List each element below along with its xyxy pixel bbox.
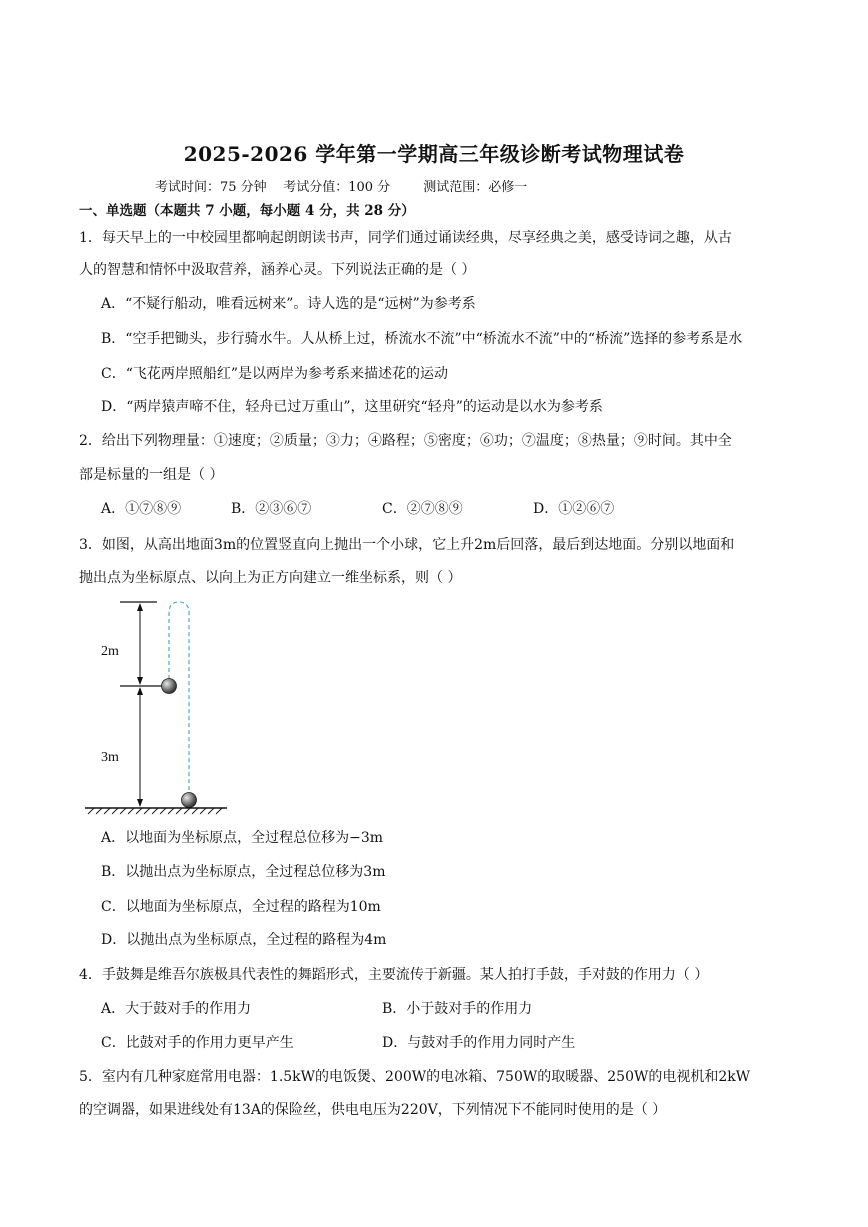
q3-stem-line2: 抛出点为坐标原点、以向上为正方向建立一维坐标系，则（ ） [79, 570, 462, 586]
ball-trajectory [169, 602, 189, 793]
section-heading: 一、单选题（本题共 7 小题，每小题 4 分，共 28 分） [79, 203, 415, 219]
exam-info: 考试时间：75 分钟 考试分值：100 分 测试范围：必修一 [155, 180, 528, 195]
q1-stem-line2: 人的智慧和情怀中汲取营养，涵养心灵。下列说法正确的是（ ） [79, 262, 476, 278]
q4-option-a: A．大于鼓对手的作用力 [101, 1001, 252, 1017]
q2-option-d: D．①②⑥⑦ [533, 501, 615, 517]
q3-figure [80, 595, 240, 815]
q3-option-c: C．以地面为坐标原点，全过程的路程为10m [101, 899, 381, 915]
arrow-head-up-icon [137, 603, 143, 611]
q2-option-c: C．②⑦⑧⑨ [382, 501, 463, 517]
q4-option-d: D．与鼓对手的作用力同时产生 [382, 1035, 576, 1051]
arrow-head-down-icon [137, 799, 143, 807]
ball-ground [182, 793, 197, 808]
arrow-head-up-icon [137, 687, 143, 695]
q4-option-b: B．小于鼓对手的作用力 [382, 1001, 533, 1017]
q4-stem-line1: 4．手鼓舞是维吾尔族极具代表性的舞蹈形式，主要流传于新疆。某人拍打手鼓，手对鼓的作用力（ ） [79, 967, 709, 983]
label-2m: 2m [101, 644, 119, 659]
label-3m: 3m [101, 750, 119, 765]
arrow-head-down-icon [137, 677, 143, 685]
q3-option-a: A．以地面为坐标原点，全过程总位移为−3m [101, 830, 384, 846]
q1-option-d: D．“两岸猿声啼不住，轻舟已过万重山”，这里研究“轻舟”的运动是以水为参考系 [101, 399, 603, 415]
q5-stem-line2: 的空调器，如果进线处有13A的保险丝，供电电压为220V，下列情况下不能同时使用的是（ ） [79, 1102, 667, 1118]
q2-option-a: A．①⑦⑧⑨ [101, 501, 182, 517]
q5-stem-line1: 5．室内有几种家庭常用电器：1.5kW的电饭煲、200W的电冰箱、750W的取暖器、250W的电视机和2kW [79, 1069, 751, 1085]
exam-title: 2025-2026 学年第一学期高三年级诊断考试物理试卷 [183, 142, 685, 166]
ball-launch-point [162, 679, 177, 694]
q2-stem-line1: 2．给出下列物理量：①速度；②质量；③力；④路程；⑤密度；⑥功；⑦温度；⑧热量；⑨时间。其中全 [79, 433, 732, 449]
q4-option-c: C．比鼓对手的作用力更早产生 [101, 1035, 294, 1051]
q3-stem-line1: 3．如图，从高出地面3m的位置竖直向上抛出一个小球，它上升2m后回落，最后到达地面。分别以地面和 [79, 537, 735, 553]
q3-option-d: D．以抛出点为坐标原点，全过程的路程为4m [101, 932, 387, 948]
q2-stem-line2: 部是标量的一组是（ ） [79, 467, 224, 483]
q1-option-b: B．“空手把锄头，步行骑水牛。人从桥上过，桥流水不流”中“桥流水不流”中的“桥流”选择的参考系是水 [101, 331, 743, 347]
q2-option-b: B．②③⑥⑦ [231, 501, 312, 517]
q1-stem-line1: 1．每天早上的一中校园里都响起朗朗读书声，同学们通过诵读经典，尽享经典之美，感受诗词之趣，从古 [79, 230, 732, 246]
q1-option-c: C．“飞花两岸照船红”是以两岸为参考系来描述花的运动 [101, 366, 449, 382]
q1-option-a: A．“不疑行船动，唯看远树来”。诗人选的是“远树”为参考系 [101, 296, 476, 312]
q3-option-b: B．以抛出点为坐标原点，全过程总位移为3m [101, 864, 386, 880]
ground-hatching [88, 808, 222, 814]
